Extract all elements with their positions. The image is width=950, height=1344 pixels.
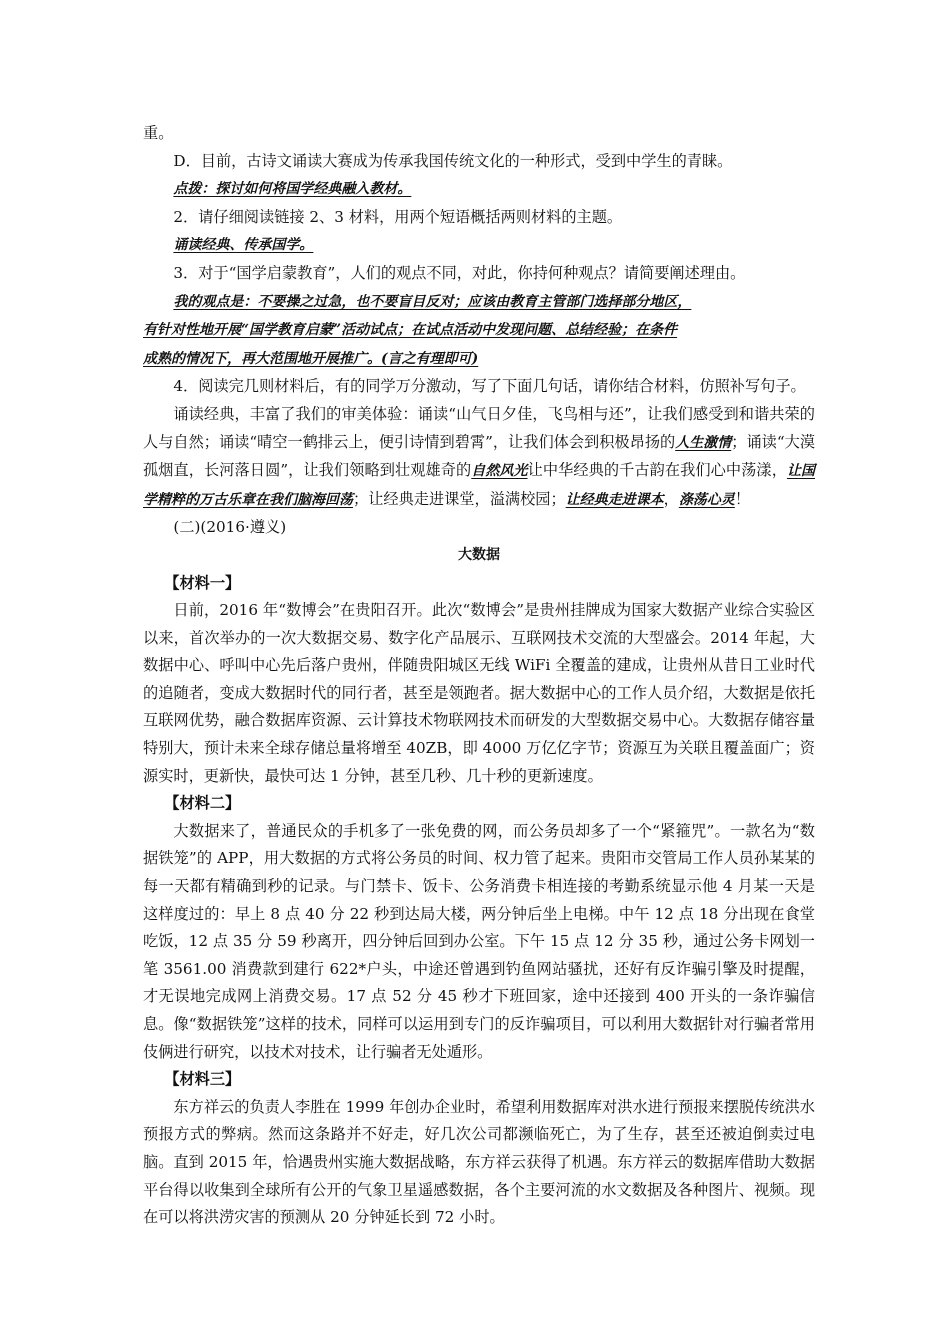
q4-text-f: ！ [734,489,750,508]
answer-3-text-1: 我的观点是：不要操之过急，也不要盲目反对；应该由教育主管部门选择部分地区， [173,293,692,310]
answer-3-text-3: 成熟的情况下，再大范围地开展推广。(言之有理即可) [143,350,479,367]
section-2-title: 大数据 [458,546,500,563]
q4-text-c: 让中华经典的千古韵在我们心中荡漾， [527,461,787,480]
hint-d [143,175,815,204]
q4-text-d: ；让经典走进课堂，溢满校园； [353,489,566,508]
q4-blank-5: 涤荡心灵 [678,491,735,508]
question-4-paragraph [143,401,815,514]
answer-3-line-3 [143,345,815,374]
material-1-body: 日前，2016 年“数博会”在贵阳召开。此次“数博会”是贵州挂牌成为国家大数据产业综合实验区以来，首次举办的一次大数据交易、数字化产品展示、互联网技术交流的大型盛会。2014 年起，大数据中心、呼叫中心先后落户贵州，伴随贵阳城区无线 WiFi 全覆盖的建成，让贵州从昔日工业时代的追随者，变成大数据时代的同行者，甚至是领跑者。据大数据中心的工作人员介绍，大数据是依托互联网优势，融合数据库资源、云计算技术物联网技术而研发的大型数据交易中心。大数据存储容量特别大，预计未来全球存储总量将增至 40ZB，即 4000 万亿亿字节；资源互为关联且覆盖面广；资源实时，更新快，最快可达 1 分钟，甚至几秒、几十秒的更新速度。 [143,601,815,785]
q4-blank-2: 自然风光 [471,463,528,480]
question-2: 2．请仔细阅读链接 2、3 材料，用两个短语概括两则材料的主题。 [173,207,623,226]
answer-3-line-2 [143,316,815,345]
question-4: 4．阅读完几则材料后，有的同学万分激动，写了下面几句话，请你结合材料，仿照补写句子。 [173,377,806,396]
document-page [143,120,815,1232]
q4-text-a: 诵读经典，丰富了我们的审美体验：诵读“山气日夕佳，飞鸟相与还”，让我们感受到和谐共荣的人与自然；诵读“晴空一鹤排云上，便引诗情到碧霄”，让我们体会到积极昂扬的 [143,404,815,451]
answer-3-line-1 [143,288,815,317]
q4-blank-1: 人生激情 [675,434,732,451]
material-2-heading: 【材料二】 [164,794,241,813]
q4-blank-3: 让国学精粹的万古乐章在我们脑海回荡 [143,463,816,508]
material-3-body: 东方祥云的负责人李胜在 1999 年创办企业时，希望利用数据库对洪水进行预报来摆脱传统洪水预报方式的弊病。然而这条路并不好走，好几次公司都濒临死亡，为了生存，甚至还被迫倒卖过电脑。直到 2015 年，恰遇贵州实施大数据战略，东方祥云获得了机遇。东方祥云的数据库借助大数据平台得以收集到全球所有公开的气象卫星遥感数据，各个主要河流的水文数据及各种图片、视频。现在可以将洪涝灾害的预测从 20 分钟延长到 72 小时。 [143,1097,815,1227]
hint-d-text: 点拨：探讨如何将国学经典融入教材。 [173,181,412,198]
q4-blank-4: 让经典走进课本 [565,491,664,508]
q4-text-e: ， [663,489,679,508]
continued-text: 重。 [143,124,174,142]
question-3: 3．对于“国学启蒙教育”，人们的观点不同，对此，你持何种观点？请简要阐述理由。 [173,263,746,282]
option-d: D．目前，古诗文诵读大赛成为传承我国传统文化的一种形式，受到中学生的青睐。 [173,151,733,170]
answer-2-text: 诵读经典、传承国学。 [173,237,314,254]
q4-text-b: ；诵读“大漠孤烟直，长河落日圆”，让我们领略到壮观雄奇的 [143,432,816,480]
material-3-heading: 【材料三】 [164,1070,241,1089]
answer-2 [143,231,815,260]
section-2-label: (二)(2016·遵义) [173,518,287,537]
answer-3-text-2: 有针对性地开展“国学教育启蒙”活动试点；在试点活动中发现问题、总结经验；在条件 [143,322,678,339]
material-1-heading: 【材料一】 [164,573,241,592]
material-2-body: 大数据来了，普通民众的手机多了一张免费的网，而公务员却多了一个“紧箍咒”。一款名为“数据铁笼”的 APP，用大数据的方式将公务员的时间、权力管了起来。贵阳市交管局工作人员孙某某的每一天都有精确到秒的记录。与门禁卡、饭卡、公务消费卡相连接的考勤系统显示他 4 月某一天是这样度过的：早上 8 点 40 分 22 秒到达局大楼，两分钟后坐上电梯。中午 12 点 18 分出现在食堂吃饭，12 点 35 分 59 秒离开，四分钟后回到办公室。下午 15 点 12 分 35 秒，通过公务卡网划一笔 3561.00 消费款到建行 622*户头，中途还曾遇到钓鱼网站骚扰，还好有反诈骗引擎及时提醒，才无误地完成网上消费交易。17 点 52 分 45 秒才下班回家，途中还接到 400 开头的一条诈骗信息。像“数据铁笼”这样的技术，同样可以运用到专门的反诈骗项目，可以利用大数据针对行骗者常用伎俩进行研究，以技术对技术，让行骗者无处遁形。 [143,821,815,1061]
